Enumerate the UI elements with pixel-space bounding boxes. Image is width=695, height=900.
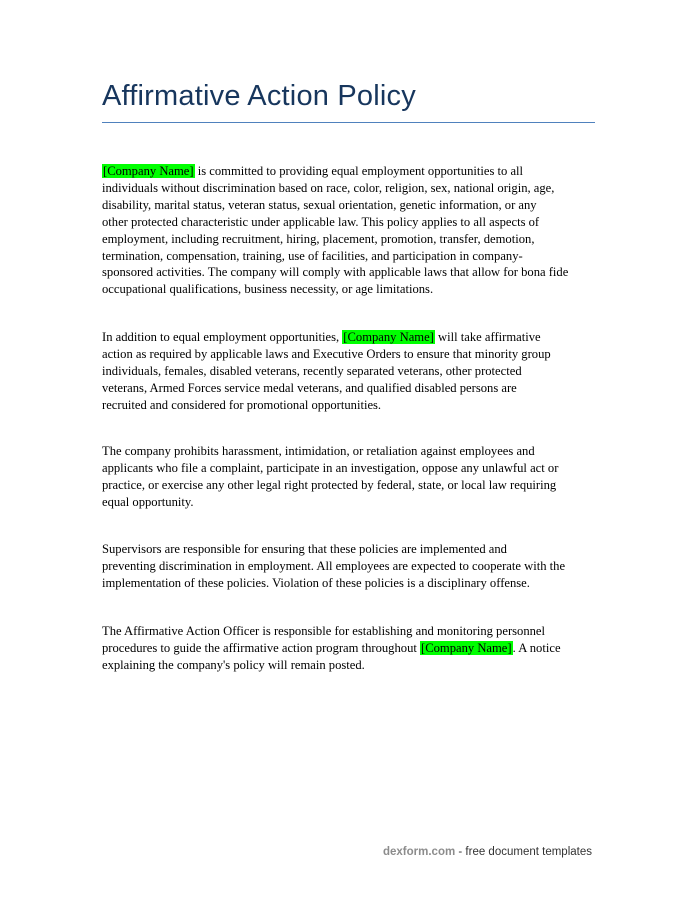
policy-paragraph-1	[102, 163, 597, 298]
paragraph-text: . A notice	[512, 640, 561, 655]
paragraph-line	[102, 214, 597, 231]
paragraph-line	[102, 197, 597, 214]
paragraph-text: termination, compensation, training, use of facilities, and participation in company-	[102, 248, 523, 263]
company-name-placeholder: [Company Name]	[103, 164, 194, 178]
paragraph-text: implementation of these policies. Violation of these policies is a disciplinary offense.	[102, 575, 530, 590]
paragraph-line	[102, 281, 597, 298]
paragraph-line	[102, 477, 597, 494]
paragraph-line	[102, 231, 597, 248]
paragraph-line	[102, 460, 597, 477]
paragraph-line	[102, 575, 597, 592]
paragraph-text: is committed to providing equal employment opportunities to all	[194, 164, 524, 178]
title-underline	[102, 122, 595, 123]
company-name-placeholder: [Company Name]	[343, 330, 434, 344]
paragraph-line	[102, 329, 597, 346]
paragraph-text: preventing discrimination in employment. All employees are expected to cooperate with the	[102, 558, 566, 573]
paragraph-line	[102, 443, 597, 460]
paragraph-line	[102, 657, 597, 674]
paragraph-line	[102, 363, 597, 380]
paragraph-text: equal opportunity.	[102, 494, 194, 509]
policy-paragraph-2	[102, 329, 597, 414]
paragraph-text: practice, or exercise any other legal right protected by federal, state, or local law requiring	[102, 477, 557, 492]
paragraph-line	[102, 494, 597, 511]
paragraph-text: occupational qualifications, business necessity, or age limitations.	[102, 282, 434, 297]
policy-paragraph-5	[102, 623, 597, 674]
paragraph-line	[102, 541, 597, 558]
paragraph-text: sponsored activities. The company will comply with applicable laws that allow for bona fide	[102, 265, 569, 280]
paragraph-text: explaining the company's policy will remain posted.	[102, 657, 365, 672]
paragraph-text: In addition to equal employment opportunities,	[102, 330, 343, 344]
paragraph-line	[102, 640, 597, 657]
paragraph-line	[102, 346, 597, 363]
paragraph-line	[102, 380, 597, 397]
footer-tagline: - free document templates	[455, 846, 592, 858]
paragraph-line	[102, 397, 597, 414]
paragraph-text: procedures to guide the affirmative action program throughout	[102, 640, 421, 655]
paragraph-text: individuals, females, disabled veterans, recently separated veterans, other protected	[102, 363, 522, 378]
policy-paragraph-4	[102, 541, 597, 592]
footer-credit	[383, 846, 592, 858]
paragraph-line	[102, 623, 597, 640]
paragraph-text: veterans, Armed Forces service medal veterans, and qualified disabled persons are	[102, 380, 517, 395]
paragraph-text: The Affirmative Action Officer is responsible for establishing and monitoring personnel	[102, 624, 546, 638]
paragraph-text: individuals without discrimination based on race, color, religion, sex, national origin, age,	[102, 180, 555, 195]
paragraph-text: employment, including recruitment, hiring, placement, promotion, transfer, demotion,	[102, 231, 535, 246]
paragraph-line	[102, 264, 597, 281]
paragraph-text: action as required by applicable laws and Executive Orders to ensure that minority group	[102, 346, 551, 361]
document-title: Affirmative Action Policy	[102, 80, 416, 112]
paragraph-line	[102, 558, 597, 575]
policy-paragraph-3	[102, 443, 597, 511]
paragraph-line	[102, 163, 597, 180]
footer-site-link[interactable]: dexform.com	[382, 846, 456, 858]
paragraph-text: applicants who file a complaint, participate in an investigation, oppose any unlawful act or	[102, 460, 559, 475]
paragraph-line	[102, 180, 597, 197]
paragraph-text: Supervisors are responsible for ensuring that these policies are implemented and	[102, 542, 507, 556]
company-name-placeholder: [Company Name]	[421, 640, 512, 655]
paragraph-text: disability, marital status, veteran status, sexual orientation, genetic information, or any	[102, 197, 537, 212]
paragraph-text: other protected characteristic under applicable law. This policy applies to all aspects of	[102, 214, 540, 229]
paragraph-text: will take affirmative	[434, 330, 541, 344]
paragraph-text: recruited and considered for promotional opportunities.	[102, 397, 382, 412]
paragraph-line	[102, 248, 597, 265]
paragraph-text: The company prohibits harassment, intimidation, or retaliation against employees and	[102, 444, 535, 458]
